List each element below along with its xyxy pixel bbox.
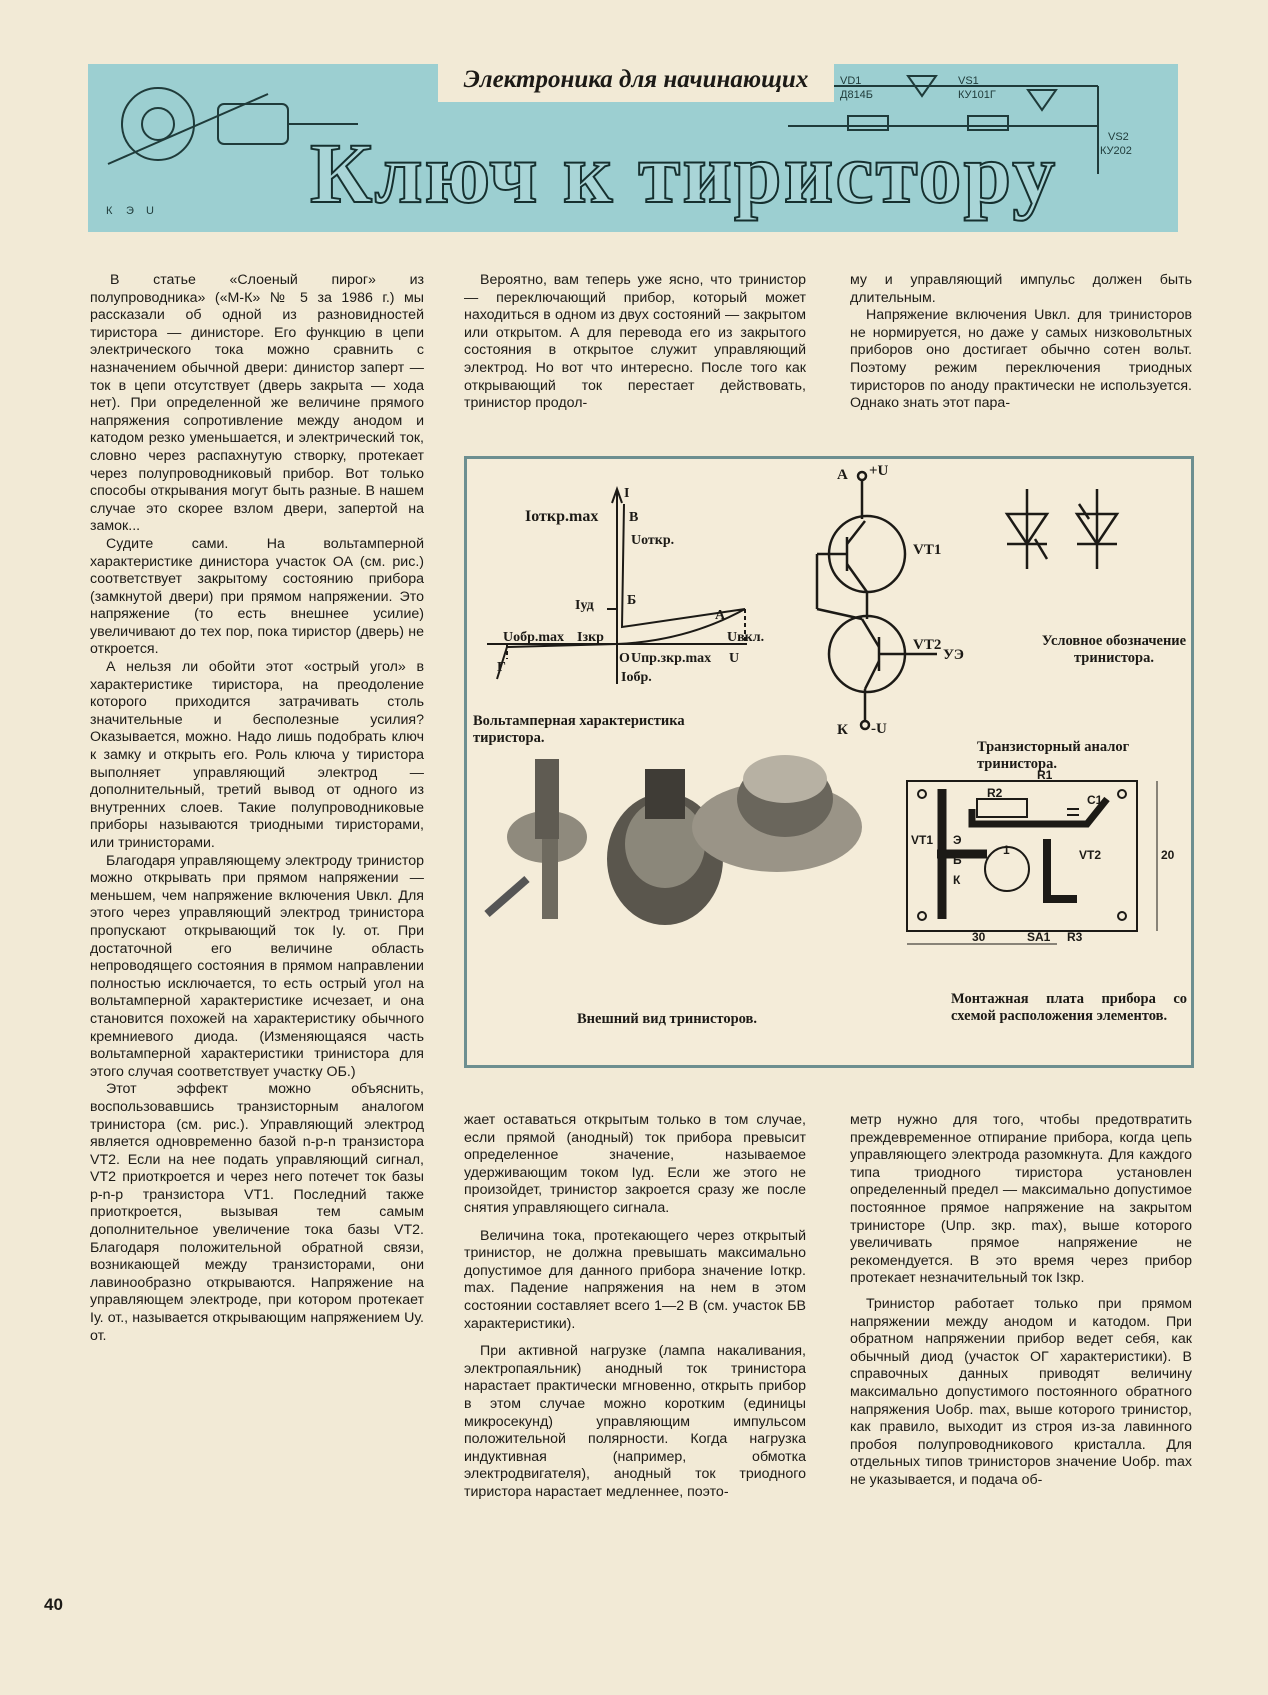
board-label-e: Э — [953, 833, 962, 847]
analog-label-uz: УЭ — [943, 647, 964, 663]
vac-label-iopen: Iоткр.max — [525, 508, 599, 525]
banner-label: VS2 — [1108, 131, 1129, 143]
board-caption: Монтажная плата прибора со схемой расположения элементов. — [951, 991, 1187, 1024]
vac-reverse-curve — [497, 644, 617, 679]
mounting-board — [907, 781, 1157, 944]
paragraph: му и управляющий импульс должен быть длительным. — [850, 272, 1192, 306]
vac-label-iclosed: Iзкр — [577, 630, 604, 645]
analog-caption: Транзисторный аналог тринистора. — [977, 739, 1130, 772]
vac-label-b: В — [629, 510, 639, 525]
analog-label-minus-u: -U — [871, 721, 887, 737]
analog-label-a: А — [837, 467, 848, 483]
board-dim-width: 30 — [972, 930, 986, 944]
vac-label-urev: Uобр.max — [503, 630, 565, 645]
article-column-3-bottom — [850, 1112, 1192, 1489]
board-label-r3: R3 — [1067, 930, 1083, 944]
banner-label: Э — [126, 205, 134, 217]
paragraph: При активной нагрузке (лампа накаливания, электропаяльник) анодный ток тринистора нарастает практически мгновенно, открыть прибор в этом случае можно коротким (единицы микросекунд) управляющим импульсом положительной полярности. Когда нагрузка индуктивная (например, обмотка электродвигателя), анодный ток триодного тиристора нарастает медленнее, поэто- — [464, 1343, 806, 1500]
rubric-label: Электроника для начинающих — [438, 58, 834, 102]
board-label-r1: R1 — [1037, 768, 1053, 782]
vac-label-ufw: Uпр.зкр.max — [631, 651, 712, 666]
banner-label: К — [106, 205, 113, 217]
board-label-1: 1 — [1003, 843, 1010, 857]
paragraph: Судите сами. На вольтамперной характеристике динистора участок ОА (см. рис.) соответствует закрытому состоянию прибора (замкнутой двери) при прямом напряжении. Это напряжение (то есть внешнее усилие) увеличивают до тех пор, пока тиристор (дверь) не откроется. — [90, 535, 424, 658]
transistor-analog — [817, 472, 937, 729]
banner-label: VD1 — [840, 75, 862, 87]
vac-label-u: U — [729, 651, 740, 666]
vac-label-o: О — [619, 651, 630, 666]
board-label-r2: R2 — [987, 786, 1003, 800]
trinistor-symbols — [1007, 489, 1117, 569]
paragraph: Благодаря управляющему электроду тринистор можно открывать при прямом напряжении — меньшем, чем напряжение включения Uвкл. Для этого через управляющий электрод тринистора пропускают открывающий ток Iу. от. При достаточной его величине область непроводящего состояния в прямом направлении полностью исключается, то есть острый угол на вольтамперной характеристике исчезает, и она становится похожей на характеристику обычного кремниевого диода. (Изменяющаяся часть вольтамперной характеристики тринистора для этого случая соответствует участку ОБ.) — [90, 852, 424, 1080]
analog-label-vt1: VT1 — [913, 542, 942, 558]
banner-label: VS1 — [958, 75, 979, 87]
paragraph: Напряжение включения Uвкл. для тринисторов не нормируется, но даже у самых низковольтных приборов оно достигает обычно сотен вольт. Поэтому режим переключения триодных тиристоров по аноду практически не используется. Однако знать этот пара- — [850, 307, 1192, 412]
banner-label: КУ101Г — [958, 89, 996, 101]
figure-panel — [464, 456, 1194, 1068]
board-label-vt2: VT2 — [1079, 848, 1102, 862]
vac-label-uon: Uвкл. — [727, 630, 765, 645]
vac-label-i: I — [624, 486, 630, 501]
symbol-caption: Условное обозначение тринистора. — [1041, 633, 1187, 666]
vac-label-b2: Б — [627, 593, 637, 608]
banner-label: Д814Б — [840, 89, 874, 101]
photo-caption: Внешний вид тринисторов. — [577, 1011, 757, 1027]
page-number: 40 — [44, 1595, 63, 1614]
vac-label-g: Г — [497, 660, 506, 675]
article-title: Ключ к тиристору — [310, 125, 1058, 221]
analog-label-vt2: VT2 — [913, 637, 942, 653]
board-label-b: Б — [953, 853, 962, 867]
paragraph: жает оставаться открытым только в том случае, если прямой (анодный) ток прибора превысит определенное значение, называемое удерживающим током Iуд. Если же этого не произойдет, тринистор закроется сразу же после снятия управляющего сигнала. — [464, 1112, 806, 1216]
board-label-vt1: VT1 — [911, 833, 934, 847]
vac-label-uopen: Uоткр. — [631, 533, 675, 548]
paragraph: Этот эффект можно объяснить, воспользовавшись транзисторным аналогом тринистора (см. рис.). Управляющий электрод является одновременно базой n-p-n транзистора VT2. Если на нее подать управляющий сигнал, VT2 приоткроется и через него потечет ток базы p-n-p транзистора VT1. Последний также приоткроется, вызывая тем самым дополнительное увеличение тока базы VT2. Благодаря положительной обратной связи, возникающей между транзисторами, они лавинообразно открываются. Напряжение на управляющем электроде, при котором протекает Iу. от., называется открывающим напряжением Uу. от. — [90, 1081, 424, 1344]
article-column-3-top — [850, 272, 1192, 413]
paragraph: Величина тока, протекающего через открытый тринистор, не должна превышать максимально допустимое для данного прибора значение Iоткр. max. Падение напряжения на нем в этом состоянии составляет всего 1—2 В (см. участок БВ характеристики). — [464, 1227, 806, 1332]
paragraph: В статье «Слоеный пирог» из полупроводника» («М-К» № 5 за 1986 г.) мы рассказали об одной из разновидностей тиристора — динисторе. Его функцию в цепи электрического тока можно сравнить с назначением обычной двери: динистор заперт — ток в цепи отсутствует (дверь закрыта — хода нет). При определенной же величине прямого напряжения сопротивление между анодом и катодом резко уменьшается, и электрический ток, словно через распахнутую створку, протекает через полупроводниковый прибор. Вот только способы открывания могут быть разные. В нашем случае это скорее взлом двери, запертой на замок... — [90, 272, 424, 535]
banner-label: U — [146, 205, 154, 217]
article-column-2-bottom — [464, 1112, 806, 1501]
article-column-1 — [90, 272, 424, 1345]
article-column-2-top — [464, 272, 806, 413]
banner-label: КУ202 — [1100, 145, 1132, 157]
board-label-sa1: SA1 — [1027, 930, 1051, 944]
paragraph: Тринистор работает только при прямом напряжении между анодом и катодом. При обратном напряжении прибор ведет себя, как обычный диод (участок ОГ характеристики). В справочных данных приводят величину максимально допустимого постоянного обратного напряжения Uобр. max, выше которого тринистор, как правило, выходит из строя из-за лавинного пробоя полупроводникового кристалла. Для отдельных типов тринисторов значение Uобр. max не указывается, и подача об- — [850, 1295, 1192, 1488]
vac-curve — [617, 504, 745, 644]
vac-label-irev: Iобр. — [621, 670, 652, 685]
analog-label-plus-u: +U — [869, 463, 889, 479]
board-label-c1: C1 — [1087, 793, 1103, 807]
vac-caption: Вольтамперная характеристика тиристора. — [473, 713, 685, 746]
vac-label-a: А — [715, 608, 726, 623]
board-label-k: К — [953, 873, 961, 887]
thyristor-photo — [487, 755, 862, 925]
analog-label-k: К — [837, 722, 848, 738]
paragraph: А нельзя ли обойти этот «острый угол» в характеристике тиристора, на преодоление которого приходится затрачивать столь значительные и бесполезные усилия? Оказывается, можно. Надо лишь подобрать ключ к замку и открыть его. Роль ключа у тиристора выполняет управляющий электрод — дополнительный, третий вывод от одного из внутренних слоев. Такие полупроводниковые приборы называются триодными тиристорами, или тринисторами. — [90, 659, 424, 851]
vac-label-ihold: Iуд — [575, 598, 594, 613]
board-dim-height: 20 — [1161, 848, 1175, 862]
paragraph: метр нужно для того, чтобы предотвратить преждевременное отпирание прибора, когда цепь управляющего электрода разомкнута. Для каждого типа триодного тиристора установлен определенный предел — максимально допустимое постоянное прямое напряжение на закрытом тринисторе (Uпр. зкр. max), выше которого увеличивать прямое напряжение не рекомендуется. В это время через прибор протекает незначительный ток Iзкр. — [850, 1112, 1192, 1287]
paragraph: Вероятно, вам теперь уже ясно, что тринистор — переключающий прибор, который может находиться в одном из двух состояний — закрытом или открытом. А для перевода его из закрытого состояния в открытое служит управляющий электрод. Но вот что интересно. После того как открывающий ток перестает действовать, тринистор продол- — [464, 272, 806, 412]
